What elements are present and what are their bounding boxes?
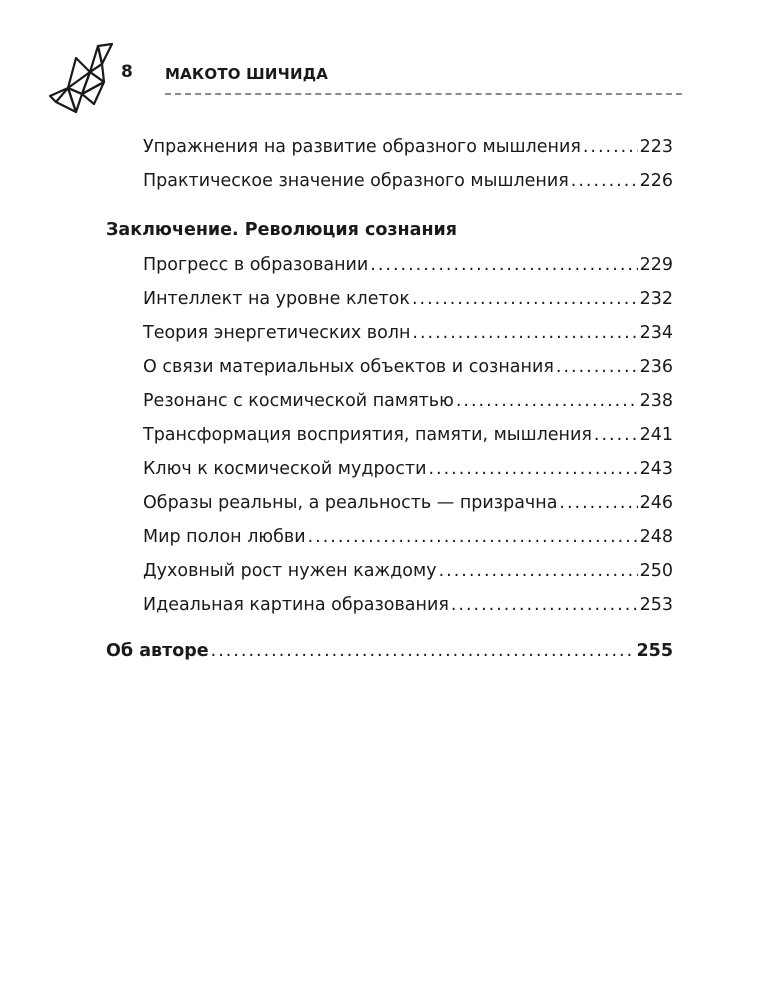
toc-entry[interactable] — [143, 424, 673, 446]
toc-entry-page: 246 — [639, 493, 673, 513]
toc-entry-title: Мир полон любви — [143, 527, 306, 547]
dot-leader — [456, 390, 638, 412]
toc-entry[interactable] — [143, 254, 673, 276]
toc-entry-title: Образы реальны, а реальность — призрачна — [143, 493, 558, 513]
toc-entry-title: Идеальная картина образования — [143, 595, 449, 615]
toc-entry[interactable] — [143, 594, 673, 616]
dot-leader — [439, 560, 638, 582]
toc-entry-page: 238 — [639, 391, 673, 411]
dot-leader — [412, 322, 637, 344]
toc-entry-title: Трансформация восприятия, памяти, мышления — [143, 425, 592, 445]
toc-entry-page: 255 — [636, 641, 673, 661]
dot-leader — [370, 254, 637, 276]
toc-entry-title: Теория энергетических волн — [143, 323, 411, 343]
header-divider — [165, 93, 682, 95]
toc-entry[interactable] — [143, 356, 673, 378]
toc-entry-page: 234 — [639, 323, 673, 343]
origami-bird-icon — [46, 42, 116, 116]
toc-entry-title: Практическое значение образного мышления — [143, 171, 569, 191]
dot-leader — [583, 136, 638, 158]
toc-entry-page: 229 — [639, 255, 673, 275]
dot-leader — [556, 356, 638, 378]
toc-entry-title: Упражнения на развитие образного мышления — [143, 137, 581, 157]
dot-leader — [451, 594, 638, 616]
toc-entry-title: О связи материальных объектов и сознания — [143, 357, 554, 377]
dot-leader — [428, 458, 637, 480]
toc-entry[interactable] — [143, 322, 673, 344]
dot-leader — [308, 526, 638, 548]
dot-leader — [211, 640, 635, 662]
toc-entry-page: 241 — [639, 425, 673, 445]
toc-entry-page: 232 — [639, 289, 673, 309]
toc-entry[interactable] — [143, 136, 673, 158]
toc-entry[interactable] — [143, 170, 673, 192]
toc-entry[interactable] — [143, 288, 673, 310]
dot-leader — [571, 170, 638, 192]
toc-entry-page: 226 — [639, 171, 673, 191]
toc-entry[interactable] — [143, 526, 673, 548]
toc-entry-page: 253 — [639, 595, 673, 615]
toc-entry-page: 223 — [639, 137, 673, 157]
toc-entry-title: Прогресс в образовании — [143, 255, 369, 275]
running-title: МАКОТО ШИЧИДА — [165, 65, 329, 83]
toc-entry-page: 243 — [639, 459, 673, 479]
dot-leader — [559, 492, 637, 514]
toc-entry-page: 248 — [639, 527, 673, 547]
toc-entry-page: 250 — [639, 561, 673, 581]
section-heading[interactable]: Заключение. Революция сознания — [106, 220, 458, 240]
toc-entry[interactable] — [143, 458, 673, 480]
toc-entry-title: Духовный рост нужен каждому — [143, 561, 437, 581]
toc-entry[interactable] — [143, 492, 673, 514]
toc-entry-page: 236 — [639, 357, 673, 377]
toc-entry-title: Резонанс с космической памятью — [143, 391, 454, 411]
toc-entry-about-author[interactable] — [106, 640, 673, 662]
toc-entry-title: Ключ к космической мудрости — [143, 459, 427, 479]
dot-leader — [412, 288, 638, 310]
toc-entry-title: Об авторе — [106, 641, 209, 661]
dot-leader — [594, 424, 638, 446]
page-number: 8 — [121, 62, 133, 82]
toc-entry-title: Интеллект на уровне клеток — [143, 289, 410, 309]
toc-entry[interactable] — [143, 560, 673, 582]
toc-entry[interactable] — [143, 390, 673, 412]
